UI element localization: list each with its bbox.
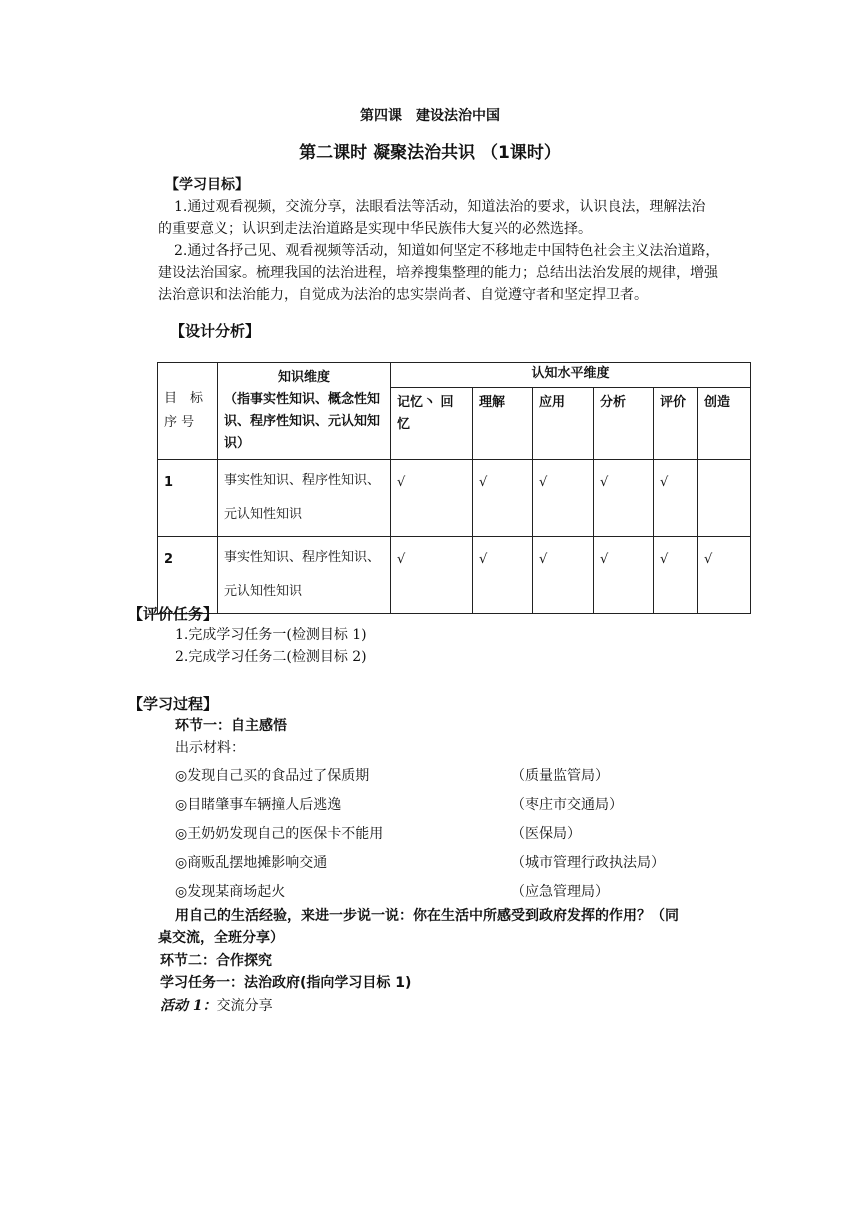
cognitive-dimension-header: 认知水平维度	[391, 363, 751, 388]
goal-number-header	[158, 363, 218, 460]
material-item: ◎王奶奶发现自己的医保卡不能用	[175, 826, 384, 842]
level-recall: 记忆丶 回忆	[391, 388, 473, 460]
check-mark: √	[654, 460, 698, 537]
level-analyze: 分析	[594, 388, 654, 460]
row-goal-number: 2	[158, 537, 218, 614]
check-mark: √	[654, 537, 698, 614]
material-agency: （城市管理行政执法局）	[511, 855, 665, 871]
design-analysis-table	[157, 362, 751, 614]
level-understand: 理解	[473, 388, 533, 460]
check-mark: √	[391, 537, 473, 614]
objective-1-line-1: 1.通过观看视频，交流分享，法眼看法等活动，知道法治的要求，认识良法，理解法治	[174, 199, 706, 215]
material-agency: （应急管理局）	[511, 884, 609, 900]
material-label: 出示材料：	[175, 740, 245, 756]
discussion-question-line-2: 桌交流，全班分享）	[158, 930, 284, 946]
level-evaluate: 评价	[654, 388, 698, 460]
check-mark: √	[533, 460, 594, 537]
check-mark: √	[594, 460, 654, 537]
activity-label: 活动 1：	[160, 998, 217, 1014]
section-2-title: 环节二：合作探究	[160, 953, 272, 969]
check-mark: √	[698, 537, 751, 614]
row-knowledge: 事实性知识、程序性知识、元认知性知识	[218, 460, 391, 537]
material-agency: （质量监管局）	[511, 768, 609, 784]
row-knowledge: 事实性知识、程序性知识、元认知性知识	[218, 537, 391, 614]
level-create: 创造	[698, 388, 751, 460]
objective-1-line-2: 的重要意义；认识到走法治道路是实现中华民族伟大复兴的必然选择。	[158, 221, 592, 237]
material-item: ◎发现自己买的食品过了保质期	[175, 768, 370, 784]
process-heading: 【学习过程】	[128, 695, 219, 713]
material-agency: （枣庄市交通局）	[511, 797, 623, 813]
material-agency: （医保局）	[511, 826, 581, 842]
period-title: 第二课时 凝聚法治共识 （1课时）	[299, 143, 561, 163]
activity-text: 交流分享	[216, 998, 273, 1014]
check-mark: √	[391, 460, 473, 537]
objective-2-line-2: 建设法治国家。梳理我国的法治进程，培养搜集整理的能力；总结出法治发展的规律，增强	[158, 265, 718, 281]
activity-1	[160, 995, 273, 1015]
knowledge-header-title: 知识维度	[277, 370, 330, 385]
objectives-heading: 【学习目标】	[165, 177, 249, 193]
check-mark: √	[473, 460, 533, 537]
level-apply: 应用	[533, 388, 594, 460]
material-item: ◎商贩乱摆地摊影响交通	[175, 855, 328, 871]
material-item: ◎目睹肇事车辆撞人后逃逸	[175, 797, 342, 813]
section-1-title: 环节一：自主感悟	[175, 718, 287, 734]
knowledge-dimension-header	[218, 363, 391, 460]
evaluation-heading: 【评价任务】	[128, 605, 219, 623]
material-item: ◎发现某商场起火	[175, 884, 286, 900]
table-row	[158, 460, 751, 537]
knowledge-header-desc: （指事实性知识、概念性知识、程序性知识、元认知知识）	[224, 392, 381, 451]
objective-2-line-3: 法治意识和法治能力，自觉成为法治的忠实崇尚者、自觉遵守者和坚定捍卫者。	[158, 287, 648, 303]
evaluation-task-1: 1.完成学习任务一(检测目标 1)	[175, 627, 367, 643]
discussion-question-line-1: 用自己的生活经验，来进一步说一说：你在生活中所感受到政府发挥的作用？（同	[175, 908, 679, 924]
check-mark	[698, 460, 751, 537]
check-mark: √	[473, 537, 533, 614]
table-row	[158, 537, 751, 614]
goal-header-line-1: 目 标	[164, 391, 204, 406]
check-mark: √	[594, 537, 654, 614]
learning-task-1-title: 学习任务一：法治政府(指向学习目标 1)	[160, 975, 412, 991]
evaluation-task-2: 2.完成学习任务二(检测目标 2)	[175, 649, 367, 665]
objective-2-line-1: 2.通过各抒己见、观看视频等活动，知道如何坚定不移地走中国特色社会主义法治道路，	[174, 243, 720, 259]
row-goal-number: 1	[158, 460, 218, 537]
goal-header-line-2: 序 号	[164, 415, 195, 430]
lesson-title: 第四课 建设法治中国	[360, 108, 500, 124]
design-heading: 【设计分析】	[170, 322, 261, 340]
check-mark: √	[533, 537, 594, 614]
